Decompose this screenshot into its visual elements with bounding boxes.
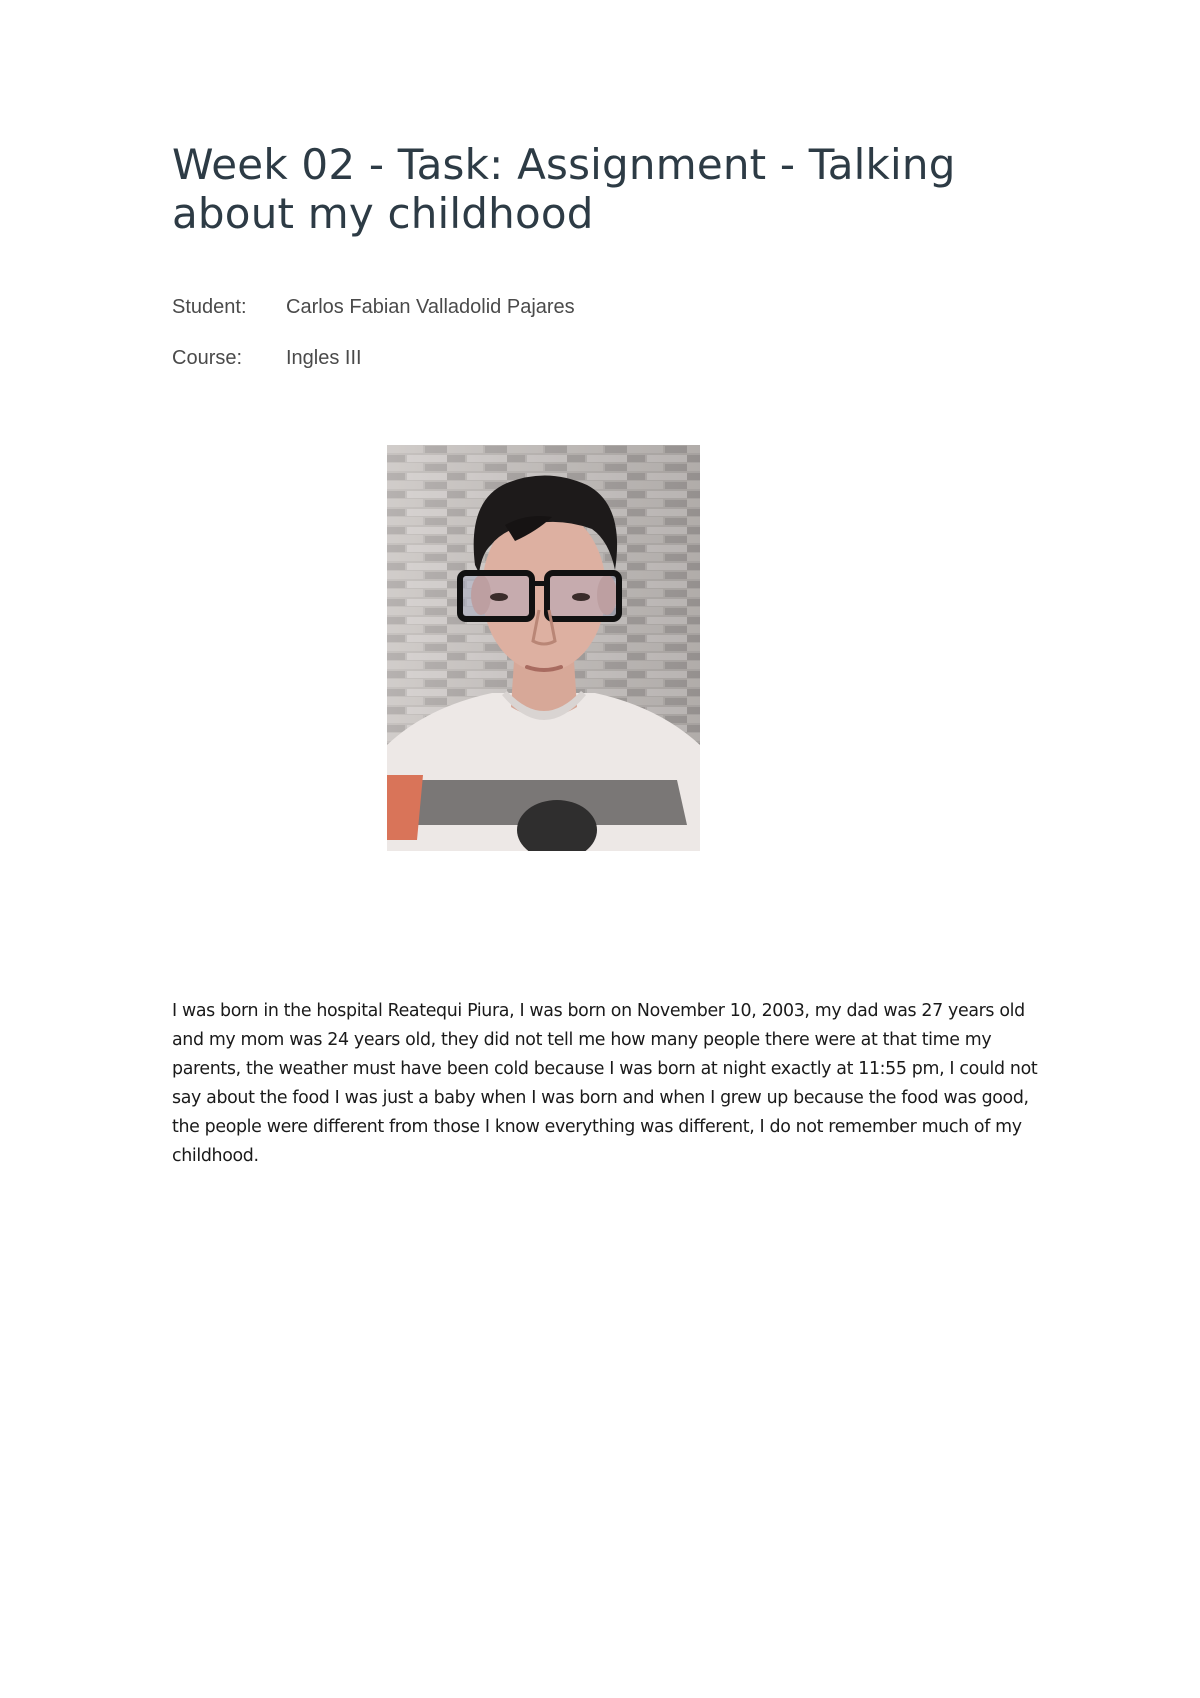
student-row (172, 296, 575, 319)
page-title: Week 02 - Task: Assignment - Talking about my childhood (172, 140, 956, 238)
course-label: Course: (172, 347, 243, 369)
student-label: Student: (172, 296, 247, 318)
course-name: Ingles III (286, 347, 362, 369)
student-name: Carlos Fabian Valladolid Pajares (286, 296, 575, 318)
essay-paragraph: I was born in the hospital Reatequi Piura, I was born on November 10, 2003, my dad was 27 years old and my mom was 24 years old, they did not tell me how many people there were at that time my parents, the weather must have been cold because I was born at night exactly at 11:55 pm, I could not say about the food I was just a baby when I was born and when I grew up because the food was good, the people were different from those I know everything was different, I do not remember much of my childhood. (172, 1001, 1038, 1166)
course-row (172, 347, 362, 370)
student-photo (387, 445, 700, 851)
